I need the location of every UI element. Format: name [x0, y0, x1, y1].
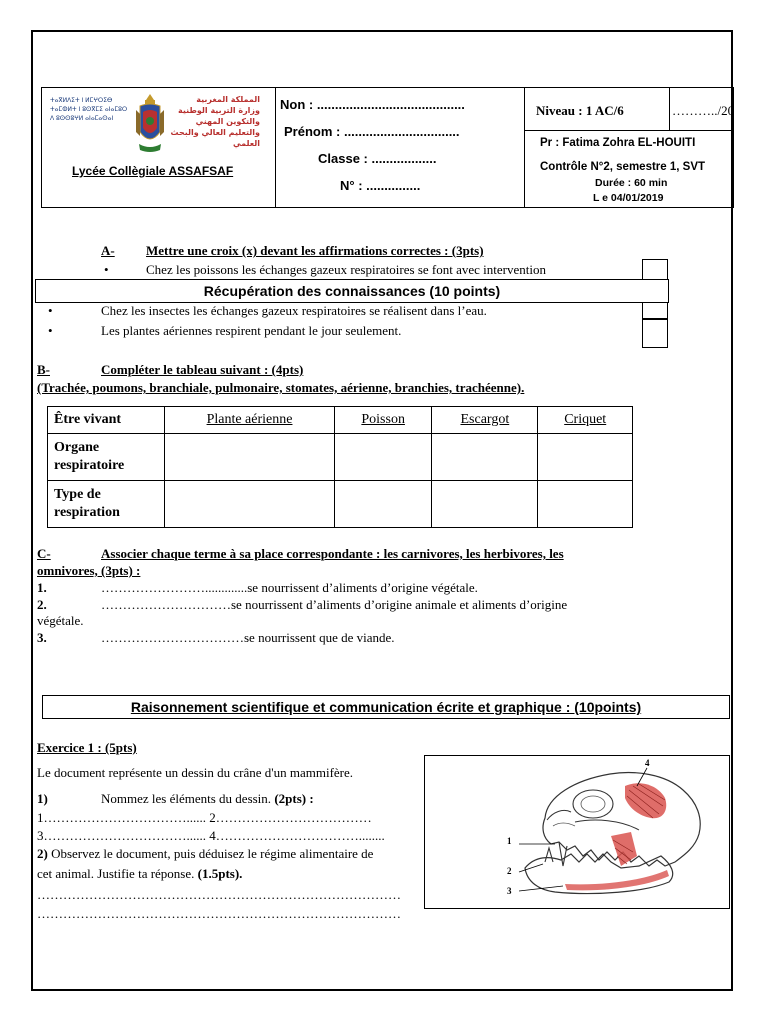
table-row-header: Type de respiration — [48, 481, 165, 528]
bullet-icon: • — [48, 303, 53, 318]
table-header: Être vivant — [48, 407, 165, 434]
skull-figure — [424, 755, 730, 909]
date-label: L e 04/01/2019 — [593, 192, 664, 204]
exercice-intro: Le document représente un dessin du crâne d'un mammifère. — [37, 765, 354, 780]
school-name: Lycée Collègiale ASSAFSAF — [72, 164, 234, 178]
bullet-icon: • — [104, 262, 109, 277]
q2-points: (1.5pts). — [197, 866, 243, 881]
partA-item-3: Les plantes aériennes respirent pendant le jour seulement. — [101, 323, 402, 338]
q1-text — [101, 791, 314, 807]
table-header: Escargot — [432, 407, 538, 434]
respiration-table — [47, 406, 633, 528]
table-cell[interactable] — [165, 481, 335, 528]
table-row-header: Organe respiratoire — [48, 434, 165, 481]
partC-instruction-2: omnivores, (3pts) : — [37, 563, 141, 578]
partA-item-2: Chez les insectes les échanges gazeux respiratoires se réalisent dans l’eau. — [101, 303, 487, 318]
duree-label: Durée : 60 min — [595, 177, 668, 189]
note-field[interactable]: ………../20 — [672, 103, 735, 118]
table-cell[interactable] — [335, 434, 432, 481]
figure-label-3: 3 — [507, 886, 512, 896]
section2-title-bar — [42, 695, 730, 719]
table-cell[interactable] — [432, 481, 538, 528]
q1-num: 1) — [37, 791, 48, 806]
prenom-field[interactable]: Prénom : ................................ — [284, 124, 460, 139]
q2-text-2: cet animal. Justifie ta réponse. — [37, 866, 195, 881]
table-header: Criquet — [538, 407, 633, 434]
q2-num: 2) — [37, 846, 48, 861]
section1-title: Récupération des connaissances (10 points) — [203, 283, 501, 299]
partA-letter: A- — [101, 243, 115, 258]
figure-label-1: 1 — [507, 836, 512, 846]
figure-label-2: 2 — [507, 866, 512, 876]
q2-line-2 — [37, 866, 242, 882]
arabic-text: المملكة المغربية وزارة التربية الوطنية والتكوين المهني والتعليم العالي والبحث العلمي — [170, 95, 260, 148]
numero-field[interactable]: N° : ............... — [340, 178, 421, 193]
partC-letter: C- — [37, 546, 51, 561]
controle-label: Contrôle N°2, semestre 1, SVT — [540, 161, 706, 173]
partC-num-2: 2. — [37, 597, 47, 612]
ministry-logo — [50, 92, 270, 162]
partC-item-3[interactable]: ……………………………se nourrissent que de viande. — [101, 630, 395, 645]
table-header: Poisson — [335, 407, 432, 434]
checkbox-3[interactable] — [642, 319, 668, 348]
mammal-skull-drawing — [425, 756, 729, 908]
exercice-title: Exercice 1 : (5pts) — [37, 740, 137, 755]
table-cell[interactable] — [538, 481, 633, 528]
q2-answer-line-1[interactable]: ………………………………………………………………………… — [37, 887, 401, 902]
tifinagh-text: ⵜⴰⴳⵍⴷⵉⵜ ⵏ ⵍⵎⵖⵔⵉⴱ ⵜⴰⵎⵀⵍⵜ ⵏ ⵓⵙⴳⵎⵉ ⴰⵏⴰⵎⵓⵔ ⴷ ⵓⵙⵙⵓⵖⵍ ⴰⵏⴰⵎⴰⵙⴰⵏ — [50, 97, 128, 122]
q2-answer-line-2[interactable]: ………………………………………………………………………… — [37, 906, 401, 921]
partA-instruction: Mettre une croix (x) devant les affirmations correctes : (3pts) — [146, 243, 484, 258]
niveau-label: Niveau : 1 AC/6 — [536, 103, 624, 118]
section2-title: Raisonnement scientifique et communication écrite et graphique : (10points) — [130, 699, 642, 715]
classe-field[interactable]: Classe : .................. — [318, 151, 437, 166]
table-cell[interactable] — [335, 481, 432, 528]
q1-answer-line-2[interactable]: 3……………………………...... 4……………………………........ — [37, 828, 385, 843]
partB-instruction: Compléter le tableau suivant : (4pts) — [101, 362, 304, 377]
q1-answer-line-1[interactable]: 1……………………………...... 2……………………………… — [37, 810, 372, 825]
prof-name: Pr : Fatima Zohra EL-HOUITI — [540, 137, 696, 149]
bullet-icon: • — [48, 323, 53, 338]
table-header: Plante aérienne — [165, 407, 335, 434]
partB-letter: B- — [37, 362, 50, 377]
q1-text-main: Nommez les éléments du dessin. — [101, 791, 272, 806]
figure-label-4: 4 — [645, 758, 650, 768]
partC-num-1: 1. — [37, 580, 47, 595]
q2-text: Observez le document, puis déduisez le régime alimentaire de — [51, 846, 374, 861]
partC-num-3: 3. — [37, 630, 47, 645]
partC-item-2-cont: végétale. — [37, 613, 84, 628]
coat-of-arms-icon — [136, 92, 164, 162]
table-cell[interactable] — [165, 434, 335, 481]
partA-item-1: Chez les poissons les échanges gazeux respiratoires se font avec intervention — [146, 262, 546, 277]
partC-item-1[interactable]: …………………….............se nourrissent d’aliments d’origine végétale. — [101, 580, 478, 595]
q2-line-1 — [37, 846, 373, 862]
table-cell[interactable] — [538, 434, 633, 481]
partB-words: (Trachée, poumons, branchiale, pulmonaire, stomates, aérienne, branchies, trachéenne). — [37, 380, 525, 395]
partC-item-2[interactable]: …………………………se nourrissent d’aliments d’origine animale et aliments d’origine — [101, 597, 568, 612]
partC-instruction-1: Associer chaque terme à sa place correspondante : les carnivores, les herbivores, les — [101, 546, 564, 561]
q1-points: (2pts) : — [274, 791, 314, 806]
nom-field[interactable]: Non : ......................................... — [280, 97, 465, 112]
table-cell[interactable] — [432, 434, 538, 481]
section1-title-bar — [35, 279, 669, 303]
